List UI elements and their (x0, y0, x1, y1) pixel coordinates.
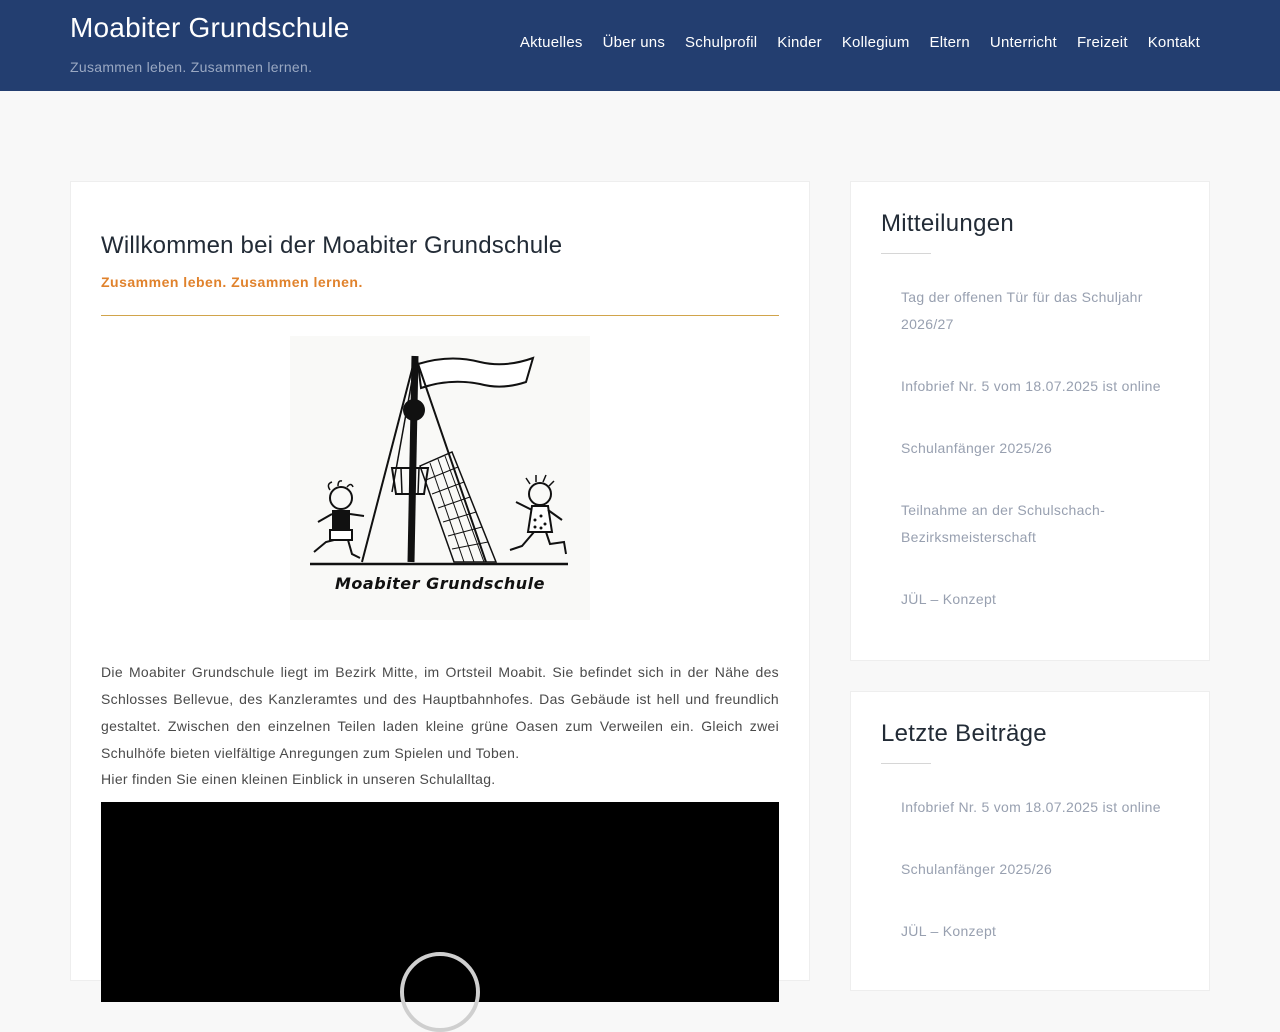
school-logo (290, 336, 590, 620)
list-item (901, 856, 1181, 883)
video-player[interactable] (101, 802, 779, 1002)
logo-caption: Moabiter Grundschule (335, 574, 545, 593)
site-title-link[interactable]: Moabiter Grundschule (70, 12, 350, 43)
mitteilung-link[interactable]: Teilnahme an der Schulschach-Bezirksmeisterschaft (901, 502, 1106, 545)
page-title: Willkommen bei der Moabiter Grundschule (101, 232, 563, 259)
list-item (901, 497, 1181, 551)
list-item (901, 373, 1181, 400)
list-item (901, 794, 1181, 821)
widget-title-mitteilungen: Mitteilungen (881, 210, 1015, 237)
nav-item-kontakt[interactable]: Kontakt (1147, 34, 1200, 51)
letzte-beitraege-list (901, 794, 1181, 980)
list-item (901, 918, 1181, 945)
page-subtitle: Zusammen leben. Zusammen lernen. (101, 274, 363, 290)
beitrag-link[interactable]: Schulanfänger 2025/26 (901, 861, 1053, 877)
widget-letzte-beitraege (850, 691, 1210, 991)
widget-title-letzte-beitraege: Letzte Beiträge (881, 720, 1047, 747)
widget-title-underline (881, 763, 931, 764)
widget-title-underline (881, 253, 931, 254)
mitteilung-link[interactable]: Schulanfänger 2025/26 (901, 440, 1053, 456)
beitrag-link[interactable]: Infobrief Nr. 5 vom 18.07.2025 ist online (901, 799, 1161, 815)
play-icon[interactable] (400, 952, 480, 1032)
list-item (901, 586, 1181, 613)
nav-item-ueber-uns[interactable]: Über uns (602, 34, 666, 51)
nav-item-kinder[interactable]: Kinder (777, 34, 822, 51)
nav-item-eltern[interactable]: Eltern (929, 34, 970, 51)
list-item (901, 284, 1181, 338)
widget-mitteilungen (850, 181, 1210, 661)
mitteilung-link[interactable]: Tag der offenen Tür für das Schuljahr 2026/27 (901, 289, 1143, 332)
nav-item-freizeit[interactable]: Freizeit (1076, 34, 1128, 51)
nav-item-schulprofil[interactable]: Schulprofil (685, 34, 758, 51)
nav-item-aktuelles[interactable]: Aktuelles (519, 34, 583, 51)
intro-paragraph: Die Moabiter Grundschule liegt im Bezirk Mitte, im Ortsteil Moabit. Sie befindet sich in der Nähe des Schlosses Bellevue, des Kanzleramtes und des Hauptbahnhofes. Das Gebäude ist hell und freundlich gestaltet. Zwischen den einzelnen Teilen laden kleine grüne Oasen zum Verweilen ein. Gleich zwei Schulhöfe bieten vielfältige Anregungen zum Spielen und Toben. (101, 664, 779, 761)
title-divider (101, 315, 779, 316)
list-item (901, 435, 1181, 462)
nav-item-kollegium[interactable]: Kollegium (841, 34, 910, 51)
mitteilungen-list (901, 284, 1181, 648)
intro-paragraph-2: Hier finden Sie einen kleinen Einblick in unseren Schulalltag. (101, 771, 496, 787)
mitteilung-link[interactable]: JÜL – Konzept (901, 591, 997, 607)
main-nav (510, 34, 1200, 52)
main-content-card (70, 181, 810, 981)
nav-item-unterricht[interactable]: Unterricht (989, 34, 1057, 51)
site-tagline: Zusammen leben. Zusammen lernen. (70, 59, 313, 75)
mitteilung-link[interactable]: Infobrief Nr. 5 vom 18.07.2025 ist online (901, 378, 1161, 394)
beitrag-link[interactable]: JÜL – Konzept (901, 923, 997, 939)
site-header (0, 0, 1280, 91)
